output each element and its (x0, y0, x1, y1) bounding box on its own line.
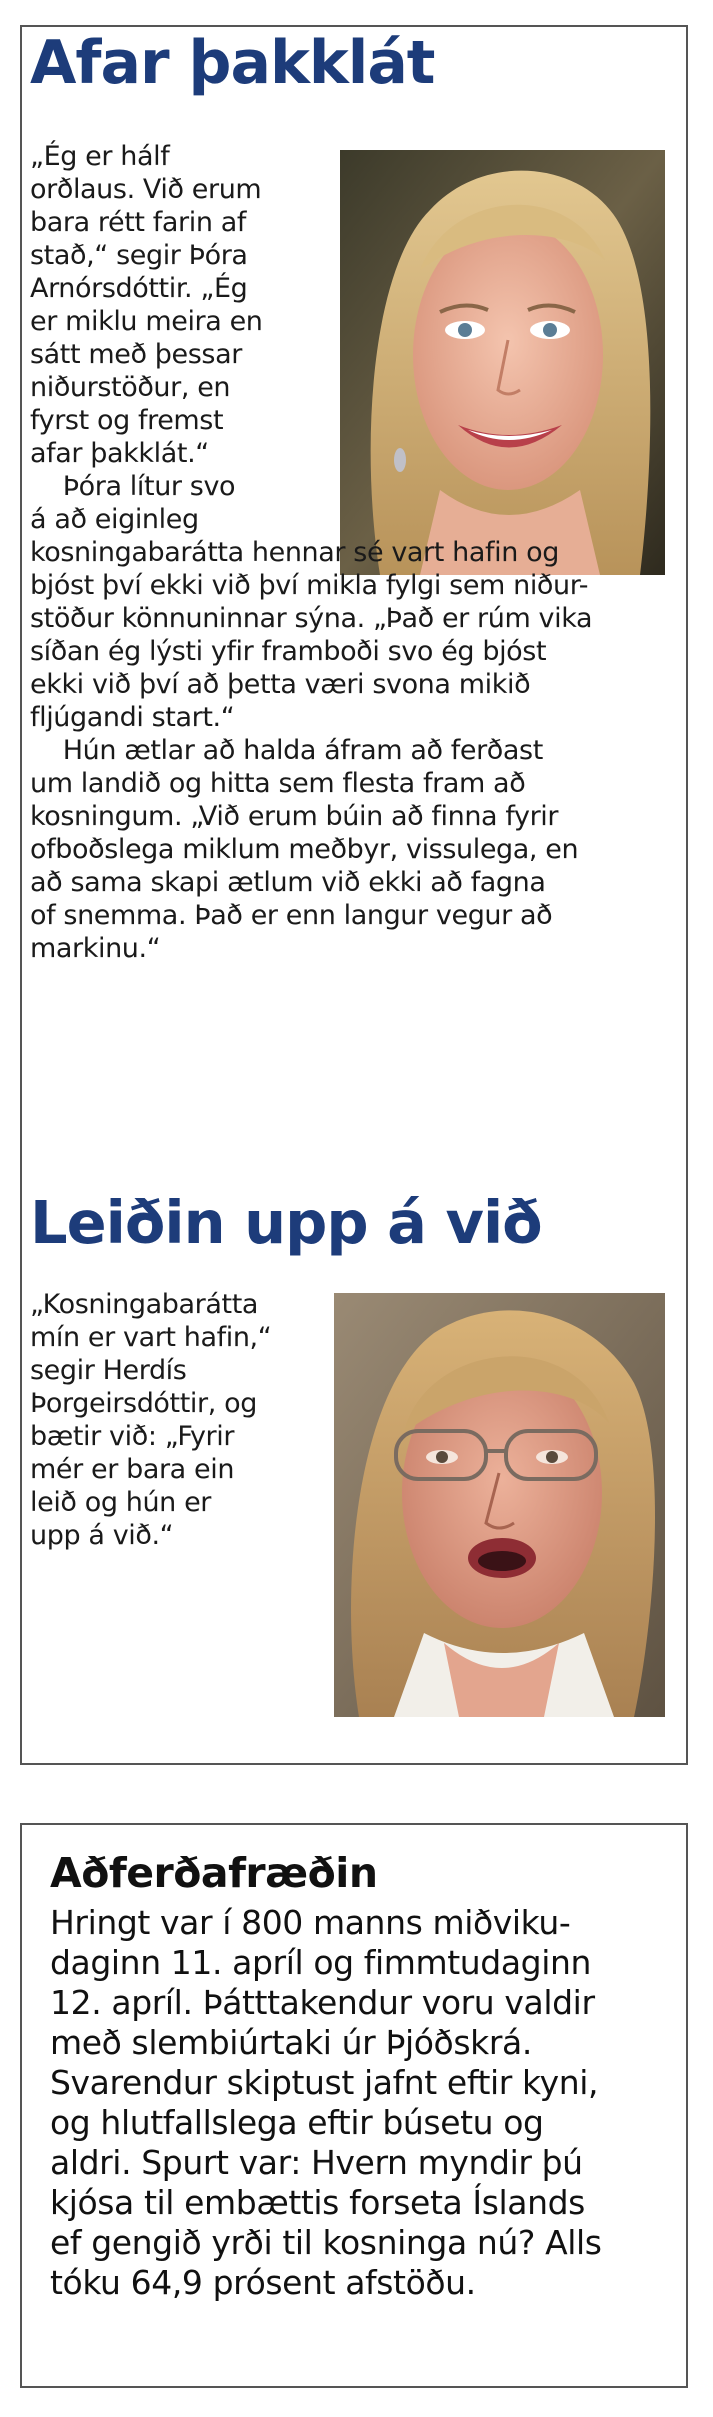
article-line: að sama skapi ætlum við ekki að fagna (30, 867, 546, 898)
methodology-line: Svarendur skiptust jafnt eftir kyni, (50, 2063, 599, 2102)
article-line: stöður könnuninnar sýna. „Það er rúm vika (30, 603, 593, 634)
methodology-body (50, 1903, 670, 2303)
article-line: á að eiginleg (30, 504, 199, 535)
article-line: Arnórsdóttir. „Ég (30, 273, 248, 304)
article-line: markinu.“ (30, 933, 161, 964)
article-line: bara rétt farin af (30, 207, 246, 238)
methodology-line: ef gengið yrði til kosninga nú? Alls (50, 2223, 602, 2262)
article-line: kosningum. „Við erum búin að finna fyrir (30, 801, 559, 832)
methodology-line: tóku 64,9 prósent afstöðu. (50, 2263, 476, 2302)
article-afar-thakklat-body (30, 140, 670, 965)
article-line: sátt með þessar (30, 339, 242, 370)
methodology-line: kjósa til embættis forseta Íslands (50, 2183, 585, 2222)
article-line: fyrst og fremst (30, 405, 224, 436)
article-line: „Ég er hálf (30, 141, 170, 172)
methodology-line: Hringt var í 800 manns miðviku- (50, 1903, 571, 1942)
article-line: mér er bara ein (30, 1454, 235, 1485)
article-line: segir Herdís (30, 1355, 187, 1386)
article-line: fljúgandi start.“ (30, 702, 235, 733)
article-line: ofboðslega miklum meðbyr, vissulega, en (30, 834, 579, 865)
article-line: síðan ég lýsti yfir framboði svo ég bjóst (30, 636, 547, 667)
article-leidin-body (30, 1288, 670, 1552)
article-line: Þorgeirsdóttir, og (30, 1388, 257, 1419)
article-line: mín er vart hafin,“ (30, 1322, 272, 1353)
article-line: kosningabarátta hennar sé vart hafin og (30, 537, 559, 568)
methodology-line: með slembiúrtaki úr Þjóðskrá. (50, 2023, 532, 2062)
article-line: orðlaus. Við erum (30, 174, 262, 205)
methodology-line: daginn 11. apríl og fimmtudaginn (50, 1943, 592, 1982)
headline-leidin-upp-a-vid: Leiðin upp á við (30, 1188, 542, 1257)
article-line: niðurstöður, en (30, 372, 231, 403)
article-line: stað,“ segir Þóra (30, 240, 248, 271)
methodology-title: Aðferðafræðin (50, 1849, 378, 1897)
article-line: leið og hún er (30, 1487, 211, 1518)
article-line: of snemma. Það er enn langur vegur að (30, 900, 553, 931)
methodology-line: og hlutfallslega eftir búsetu og (50, 2103, 544, 2142)
article-line: um landið og hitta sem flesta fram að (30, 768, 526, 799)
article-line: bjóst því ekki við því mikla fylgi sem niður- (30, 570, 589, 601)
article-line: afar þakklát.“ (30, 438, 209, 469)
article-line: er miklu meira en (30, 306, 263, 337)
article-line: ekki við því að þetta væri svona mikið (30, 669, 531, 700)
article-line: Hún ætlar að halda áfram að ferðast (30, 735, 543, 766)
methodology-line: 12. apríl. Þátttakendur voru valdir (50, 1983, 595, 2022)
headline-afar-thakklat: Afar þakklát (30, 28, 435, 98)
article-line: upp á við.“ (30, 1520, 174, 1551)
article-line: Þóra lítur svo (30, 471, 236, 502)
methodology-line: aldri. Spurt var: Hvern myndir þú (50, 2143, 583, 2182)
article-line: „Kosningabarátta (30, 1289, 259, 1320)
article-line: bætir við: „Fyrir (30, 1421, 235, 1452)
